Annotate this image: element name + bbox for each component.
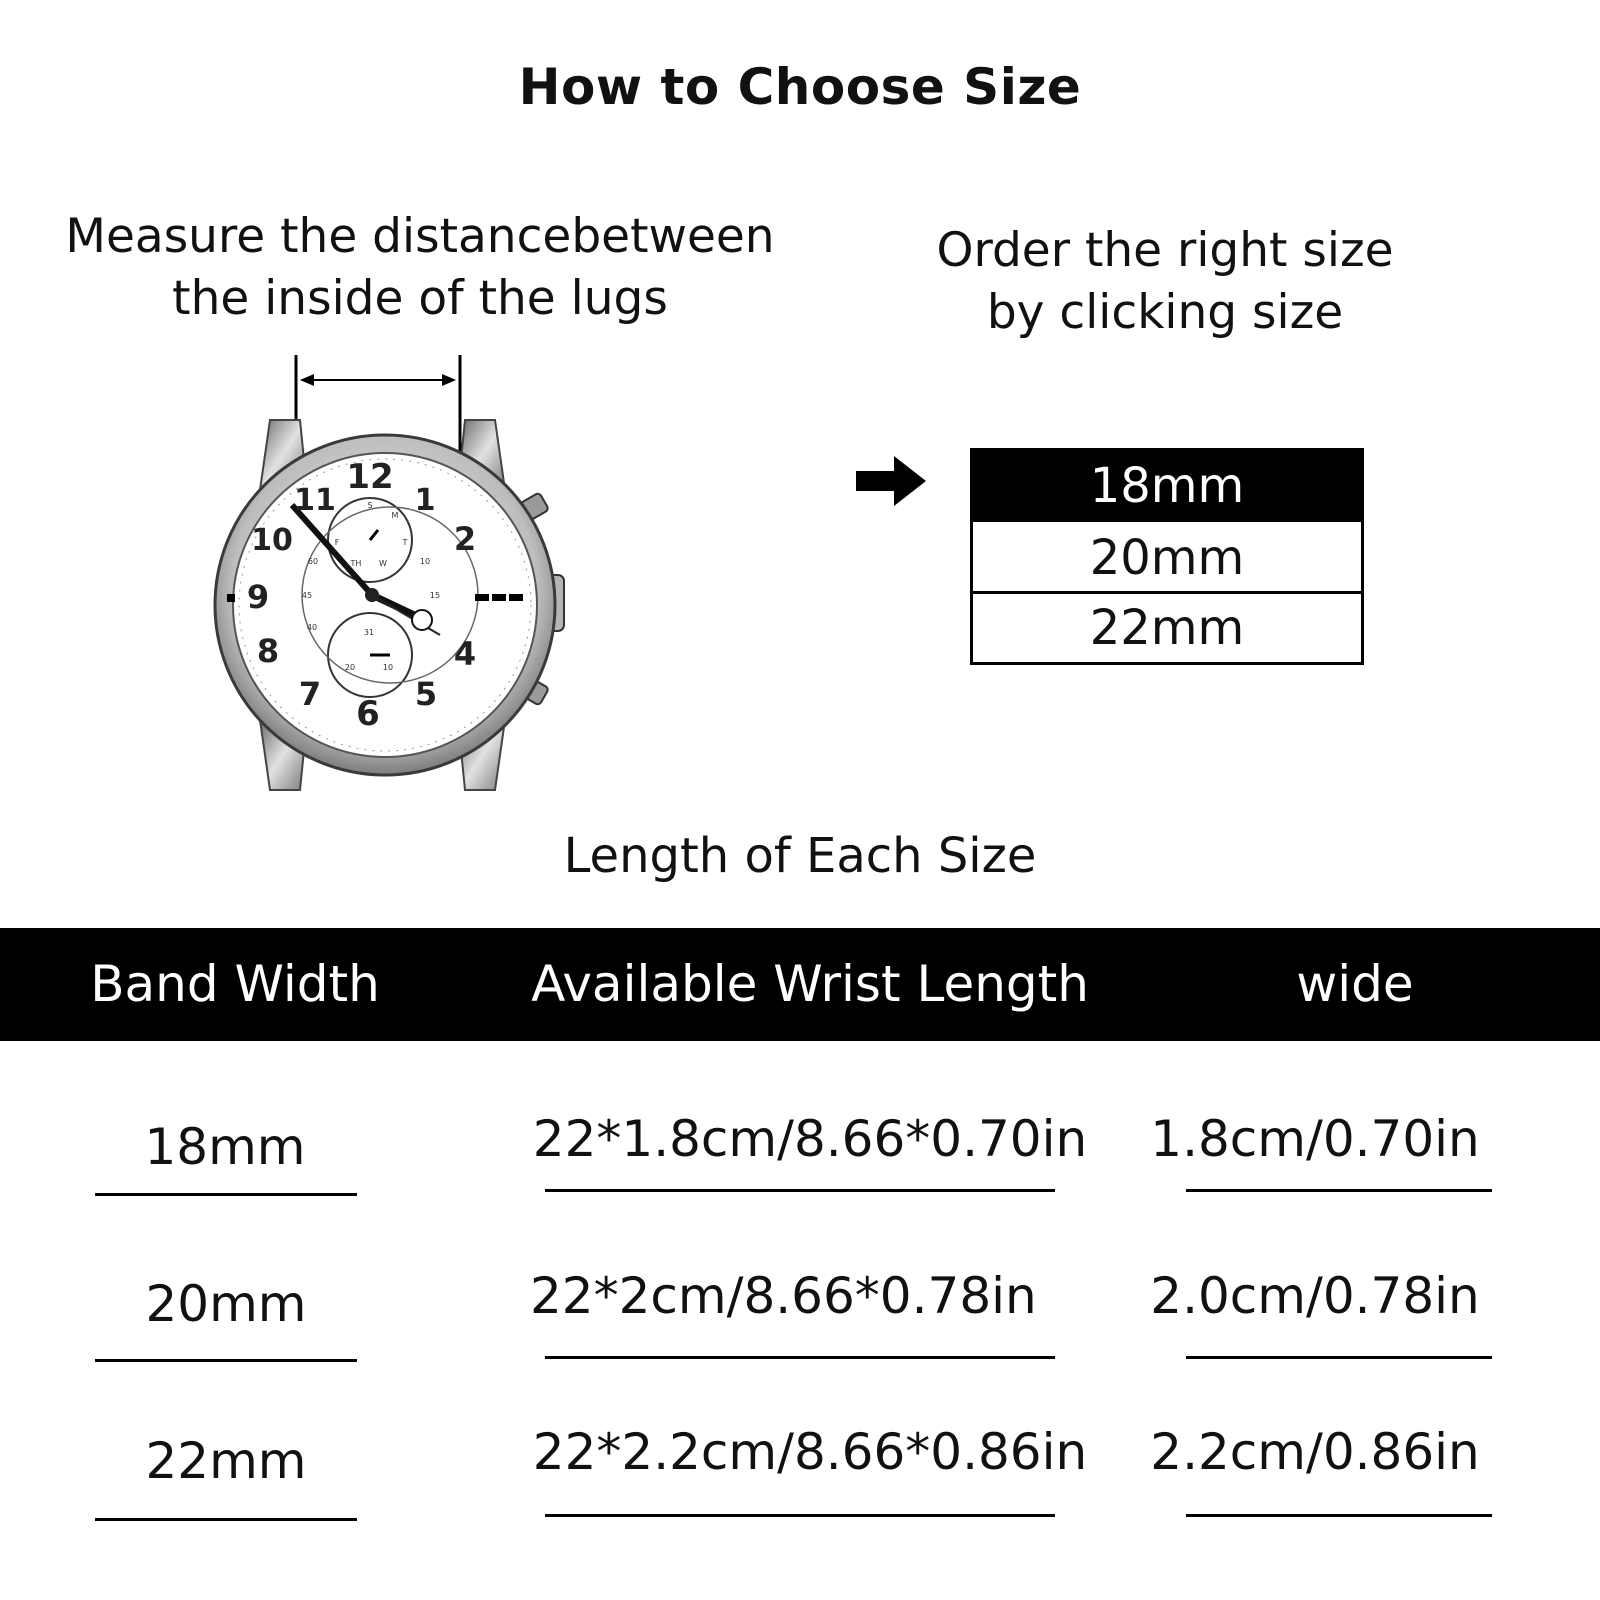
subdial-label: 45 [301,591,313,600]
order-line-2: by clicking size [986,285,1344,340]
header-wide: wide [1296,955,1414,1013]
numeral-11: 11 [294,483,336,518]
table-header [0,928,1600,1041]
row-1-wide: 1.8cm/0.70in [1150,1110,1480,1168]
row-1-wrist-underline [545,1189,1055,1192]
measure-instructions [40,206,800,330]
watch-image [200,350,590,810]
arrow-right-icon [856,454,928,508]
subdial-label: W [379,559,387,568]
header-wrist-length: Available Wrist Length [531,955,1089,1013]
subdial-label: M [391,511,399,520]
measure-line-1: Measure the distancebetween [65,209,775,264]
row-3-wrist-length: 22*2.2cm/8.66*0.86in [532,1423,1088,1481]
row-1-wide-underline [1186,1189,1492,1192]
numeral-12: 12 [346,457,394,497]
page-title: How to Choose Size [518,58,1082,116]
subdial-label: S [367,501,373,510]
row-3-wrist-underline [545,1514,1055,1517]
row-1-band-underline [95,1193,357,1196]
subdial-label: 15 [429,591,441,600]
subdial-label: TH [350,559,362,568]
subdial-label: 60 [307,557,319,566]
numeral-4: 4 [453,635,477,673]
size-option-22mm[interactable]: 22mm [1089,600,1245,656]
order-instructions [880,220,1450,344]
row-3-band-underline [95,1518,357,1521]
subdial-label: 10 [419,557,431,566]
subdial-label: 40 [306,623,318,632]
row-3-band-width: 22mm [145,1432,307,1490]
row-2-wide: 2.0cm/0.78in [1150,1267,1480,1325]
numeral-2: 2 [453,520,477,558]
size-option-18mm[interactable]: 18mm [973,451,1361,522]
row-2-wrist-underline [545,1356,1055,1359]
numeral-7: 7 [298,675,322,713]
row-3-wide: 2.2cm/0.86in [1150,1423,1480,1481]
row-1-band-width: 18mm [144,1118,306,1176]
measure-line-2: the inside of the lugs [172,271,668,326]
row-2-wrist-length: 22*2cm/8.66*0.78in [530,1267,1037,1325]
numeral-5: 5 [414,675,438,713]
subdial-label: T [402,538,408,547]
header-band-width: Band Width [90,955,380,1013]
row-1-wrist-length: 22*1.8cm/8.66*0.70in [532,1110,1088,1168]
row-2-band-underline [95,1359,357,1362]
length-section-title: Length of Each Size [563,828,1037,884]
row-3-wide-underline [1186,1514,1492,1517]
size-option-20mm[interactable]: 20mm [973,522,1361,594]
order-line-1: Order the right size [936,223,1394,278]
numeral-8: 8 [256,632,280,670]
row-2-band-width: 20mm [145,1275,307,1333]
subdial-label: F [334,538,340,547]
row-2-wide-underline [1186,1356,1492,1359]
subdial-label: 31 [363,628,375,637]
numeral-10: 10 [251,523,293,558]
numeral-1: 1 [414,483,436,518]
subdial-label: 20 [344,663,356,672]
numeral-6: 6 [356,694,380,734]
numeral-9: 9 [246,578,270,616]
size-selector [970,448,1364,665]
subdial-label: 10 [382,663,394,672]
